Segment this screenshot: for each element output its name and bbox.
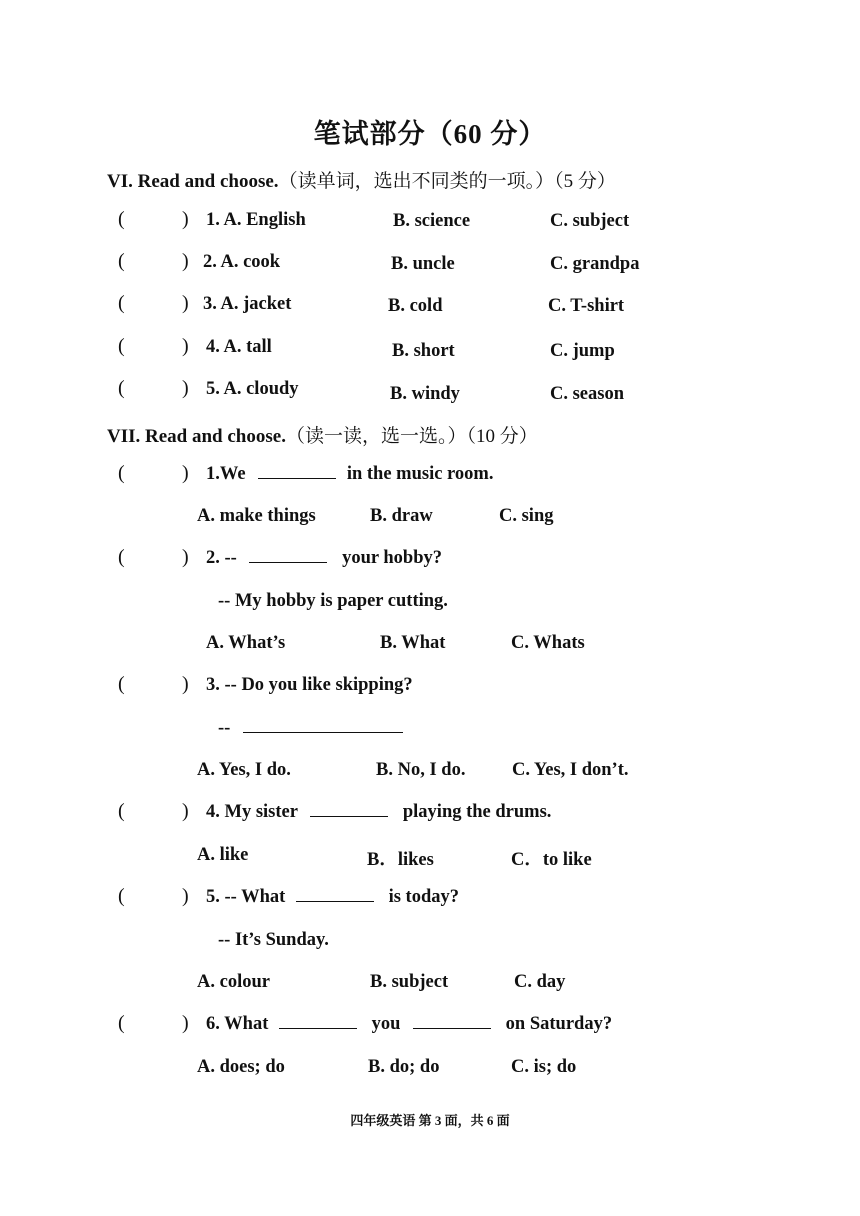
answer-blank[interactable] [243,718,403,733]
section-vi-heading [107,166,616,193]
page-title: 笔试部分（60 分） [313,119,547,149]
vii-question-1 [206,464,493,485]
q5-option-b: B. subject [370,972,449,992]
q2-text-after: your hobby? [342,548,442,568]
answer-bracket-close: ) [182,462,189,484]
q4-option-b: B．likes [367,850,434,870]
q3-reply-dash: -- [218,718,231,738]
vi-item-5-option-a: 5. A. cloudy [206,379,299,399]
q2-option-c: C. Whats [511,633,585,653]
answer-bracket-close: ) [182,885,189,907]
answer-bracket-close: ) [182,673,189,695]
q3-option-a: A. Yes, I do. [197,760,291,780]
vi-item-4-option-b: B. short [392,341,455,361]
vi-item-2-option-c: C. grandpa [550,254,640,274]
q2-option-b: B. What [380,633,446,653]
section-vii-heading [107,421,538,448]
answer-bracket-open: ( [118,673,125,695]
answer-blank[interactable] [413,1014,491,1029]
vii-question-5 [206,887,459,908]
vi-item-2-option-a: 2. A. cook [203,252,281,272]
q3-option-c: C. Yes, I don’t. [512,760,629,780]
vi-item-3-option-c: C. T-shirt [548,296,625,316]
q6-option-a: A. does; do [197,1057,285,1077]
section-vi-instructions: （读单词，选出不同类的一项。）（5 分） [278,171,616,192]
q6-option-b: B. do; do [368,1057,440,1077]
vi-item-1-option-b: B. science [393,211,471,231]
answer-bracket-close: ) [182,1012,189,1034]
vi-item-5-option-c: C. season [550,384,625,404]
q5-text-after: is today? [388,887,459,907]
vi-item-3-option-a: 3. A. jacket [203,294,292,314]
answer-blank[interactable] [296,887,374,902]
answer-bracket-open: ( [118,250,125,272]
q4-text-after: playing the drums. [402,802,552,822]
section-vii-title: VII. Read and choose. [107,426,286,447]
vii-question-3: 3. -- Do you like skipping? [206,675,413,695]
answer-bracket-open: ( [118,1012,125,1034]
vi-item-1-option-c: C. subject [550,211,630,231]
answer-bracket-open: ( [118,800,125,822]
answer-bracket-close: ) [182,546,189,568]
q6-text-before: 6. What [206,1014,269,1034]
q6-option-c: C. is; do [511,1057,577,1077]
q1-text-after: in the music room. [346,464,494,484]
page-footer: 四年级英语 第 3 面，共 6 面 [350,1113,510,1128]
q6-text-middle: you [371,1014,401,1034]
answer-bracket-close: ) [182,208,189,230]
q2-option-a: A. What’s [206,633,286,653]
answer-bracket-open: ( [118,335,125,357]
answer-bracket-open: ( [118,377,125,399]
q5-option-c: C. day [514,972,566,992]
answer-bracket-open: ( [118,292,125,314]
answer-bracket-close: ) [182,800,189,822]
q2-reply: -- My hobby is paper cutting. [218,591,448,611]
answer-bracket-close: ) [182,335,189,357]
vi-item-3-option-b: B. cold [388,296,443,316]
answer-bracket-close: ) [182,377,189,399]
vi-item-4-option-a: 4. A. tall [206,337,272,357]
answer-blank[interactable] [310,802,388,817]
vii-question-4 [206,802,551,823]
q4-text-before: 4. My sister [206,802,298,822]
q1-option-a: A. make things [197,506,316,526]
q3-reply [218,718,403,739]
answer-bracket-open: ( [118,546,125,568]
q5-option-a: A. colour [197,972,270,992]
q5-reply: -- It’s Sunday. [218,930,329,950]
answer-bracket-open: ( [118,885,125,907]
q1-option-c: C. sing [499,506,554,526]
vi-item-4-option-c: C. jump [550,341,615,361]
answer-bracket-open: ( [118,462,125,484]
q2-text-before: 2. -- [206,548,237,568]
answer-bracket-close: ) [182,250,189,272]
answer-bracket-open: ( [118,208,125,230]
q4-option-a: A. like [197,845,249,865]
q3-option-b: B. No, I do. [376,760,466,780]
vi-item-5-option-b: B. windy [390,384,460,404]
answer-blank[interactable] [279,1014,357,1029]
answer-blank[interactable] [249,548,327,563]
vi-item-1-option-a: 1. A. English [206,210,306,230]
section-vii-instructions: （读一读，选一选。）（10 分） [285,426,538,447]
answer-bracket-close: ) [182,292,189,314]
q5-text-before: 5. -- What [206,887,286,907]
q4-option-c: C．to like [511,850,592,870]
q1-text-before: 1.We [206,464,246,484]
vii-question-2 [206,548,442,569]
q6-text-after: on Saturday? [505,1014,613,1034]
q1-option-b: B. draw [370,506,433,526]
answer-blank[interactable] [258,464,336,479]
section-vi-title: VI. Read and choose. [107,171,279,192]
vii-question-6 [206,1014,612,1035]
vi-item-2-option-b: B. uncle [391,254,455,274]
